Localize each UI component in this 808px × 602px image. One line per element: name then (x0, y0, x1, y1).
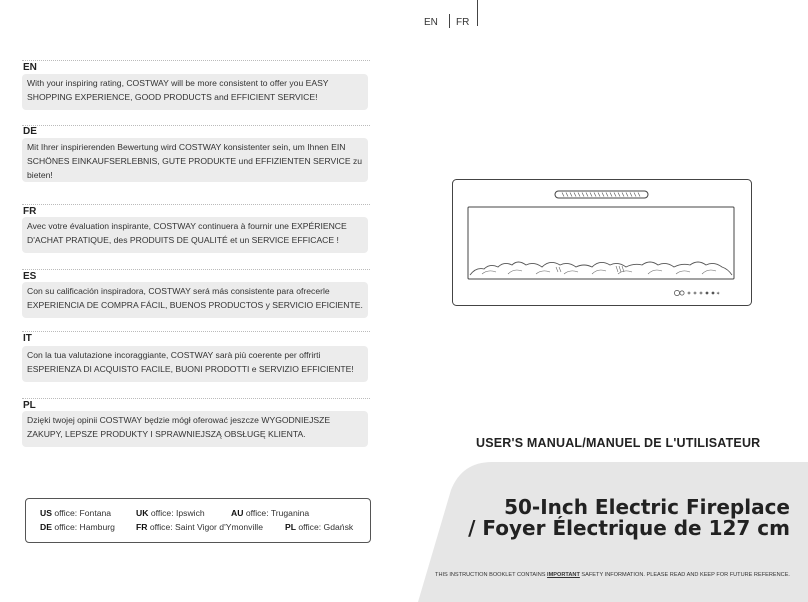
manual-title: USER'S MANUAL/MANUEL DE L'UTILISATEUR (476, 436, 761, 450)
section-code-de: DE (23, 126, 37, 137)
firebox (468, 207, 734, 279)
office-pl: PL office: Gdańsk (285, 522, 354, 532)
divider (22, 204, 370, 205)
section-text-fr: Avec votre évaluation inspirante, COSTWAY continuera à fournir une EXPÉRIENCE D'ACHAT PRATIQUE, des PRODUITS DE QUALITÉ et un SERVICE EFFICACE ! (22, 217, 368, 253)
section-text-de: Mit Ihrer inspirierenden Bewertung wird COSTWAY konsistenter sein, um Ihnen EIN SCHÖNES EINKAUFSERLEBNIS, GUTE PRODUKTE und EFFIZIENTEN SERVICE zu bieten! (22, 138, 368, 182)
section-text-pl: Dzięki twojej opinii COSTWAY będzie mógł oferować jeszcze WYGODNIEJSZE ZAKUPY, LEPSZE PRODUKTY I SPRAWNIEJSZĄ OBSŁUGĘ KLIENTA. (22, 411, 368, 447)
svg-text:✶: ✶ (716, 291, 721, 297)
vent-grille (555, 191, 648, 198)
section-code-fr: FR (23, 206, 37, 217)
divider (22, 60, 370, 61)
divider (22, 331, 370, 332)
office-fr: FR office: Saint Vigor d'Ymonville (136, 522, 263, 532)
divider (22, 125, 370, 126)
fireplace-illustration (452, 179, 753, 308)
office-uk: UK office: Ipswich (136, 508, 205, 518)
office-au: AU office: Truganina (231, 508, 310, 518)
office-de: DE office: Hamburg (40, 522, 115, 532)
offices-box (25, 498, 371, 543)
tab-fr: FR (456, 17, 470, 28)
product-title-line1: 50-Inch Electric Fireplace (504, 495, 790, 519)
section-code-it: IT (23, 333, 32, 344)
product-title-line2: / Foyer Électrique de 127 cm (468, 516, 790, 540)
section-code-pl: PL (23, 400, 36, 411)
office-us: US office: Fontana (40, 508, 112, 518)
divider (22, 269, 370, 270)
section-code-es: ES (23, 271, 37, 282)
section-text-it: Con la tua valutazione incoraggiante, COSTWAY sarà più coerente per offrirti ESPERIENZA DI ACQUISTO FACILE, BUONI PRODOTTI e SERVIZIO EFFICIENTE! (22, 346, 368, 382)
safety-footnote: THIS INSTRUCTION BOOKLET CONTAINS IMPORTANT SAFETY INFORMATION. PLEASE READ AND KEEP FOR FUTURE REFERENCE. (435, 572, 790, 578)
divider (22, 398, 370, 399)
tab-en: EN (424, 17, 438, 28)
section-code-en: EN (23, 62, 37, 73)
section-text-es: Con su calificación inspiradora, COSTWAY será más consistente para ofrecerle EXPERIENCIA DE COMPRA FÁCIL, BUENOS PRODUCTOS y SERVICIO EFICIENTE. (22, 282, 368, 318)
section-text-en: With your inspiring rating, COSTWAY will be more consistent to offer you EASY SHOPPING EXPERIENCE, GOOD PRODUCTS and EFFICIENT SERVICE! (22, 74, 368, 110)
